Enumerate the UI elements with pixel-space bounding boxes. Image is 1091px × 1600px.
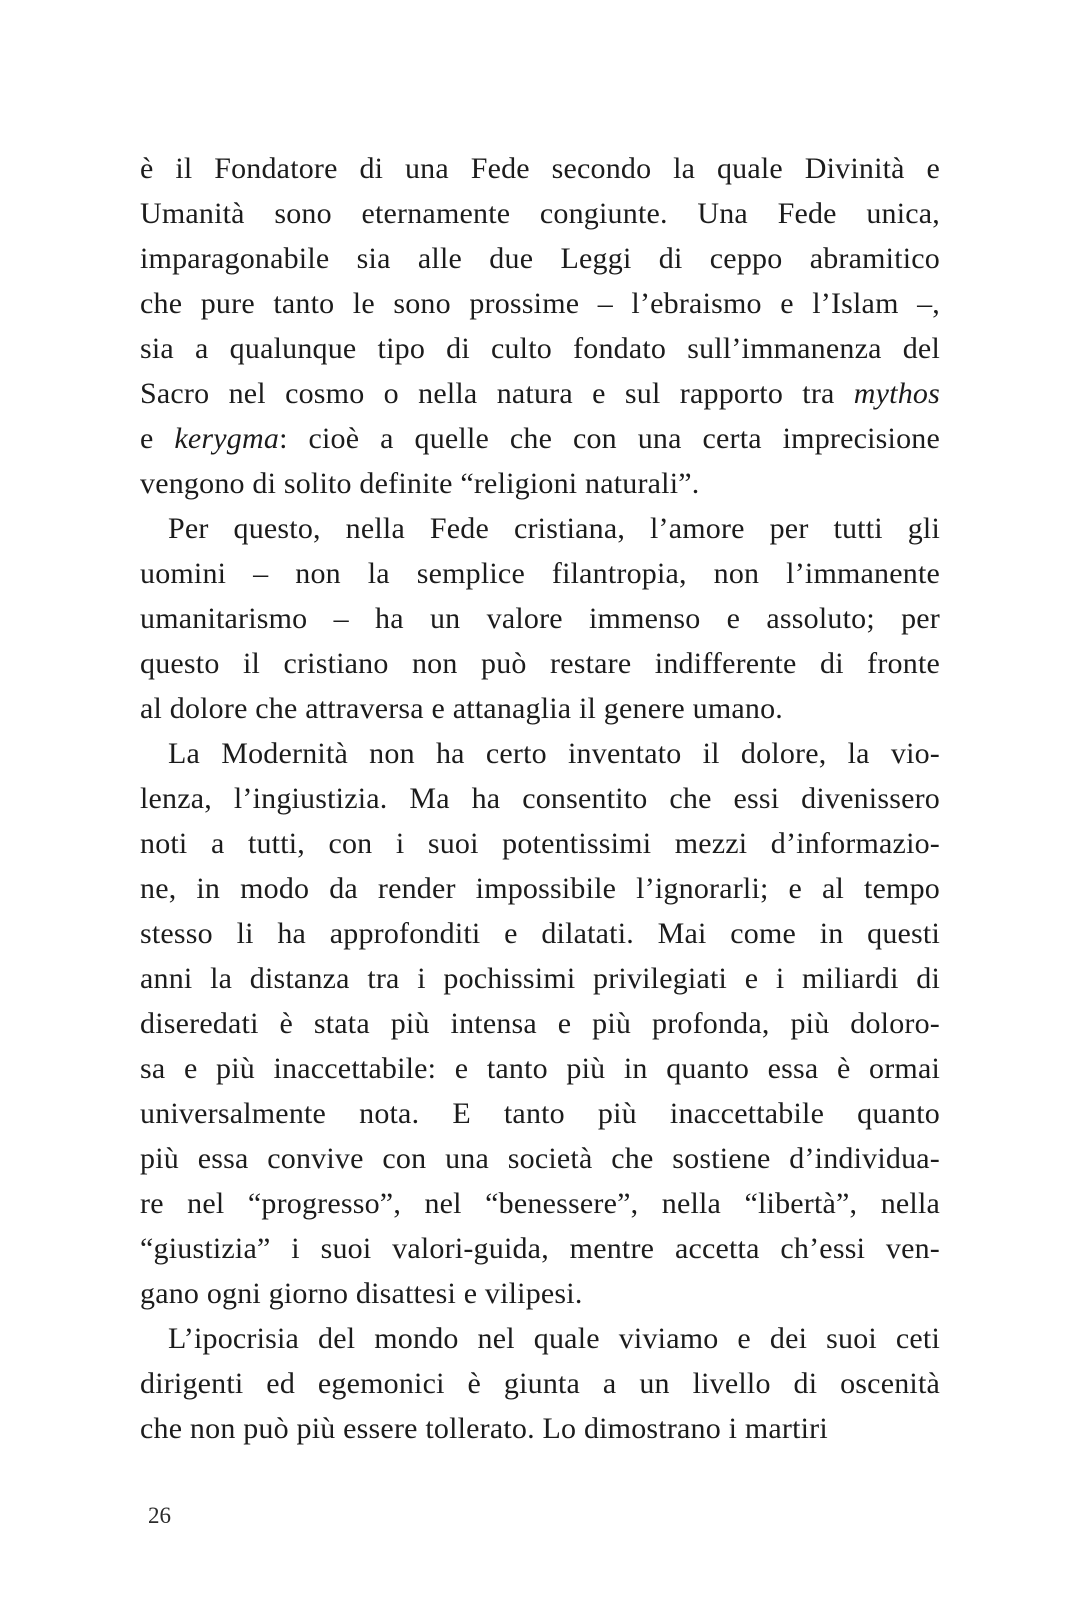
text-line: sa e più inaccettabile: e tanto più in quanto essa è ormai [140,1052,940,1085]
text-line: è il Fondatore di una Fede secondo la quale Divinità e [140,152,940,185]
text-line: noti a tutti, con i suoi potentissimi mezzi d’informazio- [140,827,940,860]
text-line: Sacro nel cosmo o nella natura e sul rapporto tra mythos [140,377,940,410]
paragraph [140,146,940,506]
text-line: ne, in modo da render impossibile l’ignorarli; e al tempo [140,872,940,905]
paragraph [140,731,940,1316]
text-line: vengono di solito definite “religioni naturali”. [140,467,700,500]
text-line: imparagonabile sia alle due Leggi di ceppo abramitico [140,242,940,275]
text-line: più essa convive con una società che sostiene d’individua- [140,1142,940,1175]
text-line: stesso li ha approfonditi e dilatati. Mai come in questi [140,917,940,950]
text-line: che non può più essere tollerato. Lo dimostrano i martiri [140,1412,828,1445]
text-line: sia a qualunque tipo di culto fondato sull’immanenza del [140,332,940,365]
paragraph [140,1316,940,1451]
text-line: dirigenti ed egemonici è giunta a un livello di oscenità [140,1367,940,1400]
paragraph [140,506,940,731]
text-line: anni la distanza tra i pochissimi privilegiati e i miliardi di [140,962,940,995]
text-line: re nel “progresso”, nel “benessere”, nella “libertà”, nella [140,1187,940,1220]
text-line: Per questo, nella Fede cristiana, l’amore per tutti gli [168,512,940,545]
text-line: uomini – non la semplice filantropia, non l’immanente [140,557,940,590]
text-line: “giustizia” i suoi valori-guida, mentre accetta ch’essi ven- [140,1232,940,1265]
text-line: e kerygma: cioè a quelle che con una certa imprecisione [140,422,940,455]
text-block [140,146,940,1451]
text-line: lenza, l’ingiustizia. Ma ha consentito che essi divenissero [140,782,940,815]
text-line: questo il cristiano non può restare indifferente di fronte [140,647,940,680]
text-line: che pure tanto le sono prossime – l’ebraismo e l’Islam –, [140,287,940,320]
text-line: Umanità sono eternamente congiunte. Una Fede unica, [140,197,940,230]
text-line: al dolore che attraversa e attanaglia il genere umano. [140,692,783,725]
page-number: 26 [148,1503,171,1528]
text-line: La Modernità non ha certo inventato il dolore, la vio- [168,737,940,770]
text-line: universalmente nota. E tanto più inaccettabile quanto [140,1097,940,1130]
text-line: L’ipocrisia del mondo nel quale viviamo e dei suoi ceti [168,1322,940,1355]
text-line: diseredati è stata più intensa e più profonda, più doloro- [140,1007,940,1040]
text-line: umanitarismo – ha un valore immenso e assoluto; per [140,602,940,635]
text-line: gano ogni giorno disattesi e vilipesi. [140,1277,583,1310]
